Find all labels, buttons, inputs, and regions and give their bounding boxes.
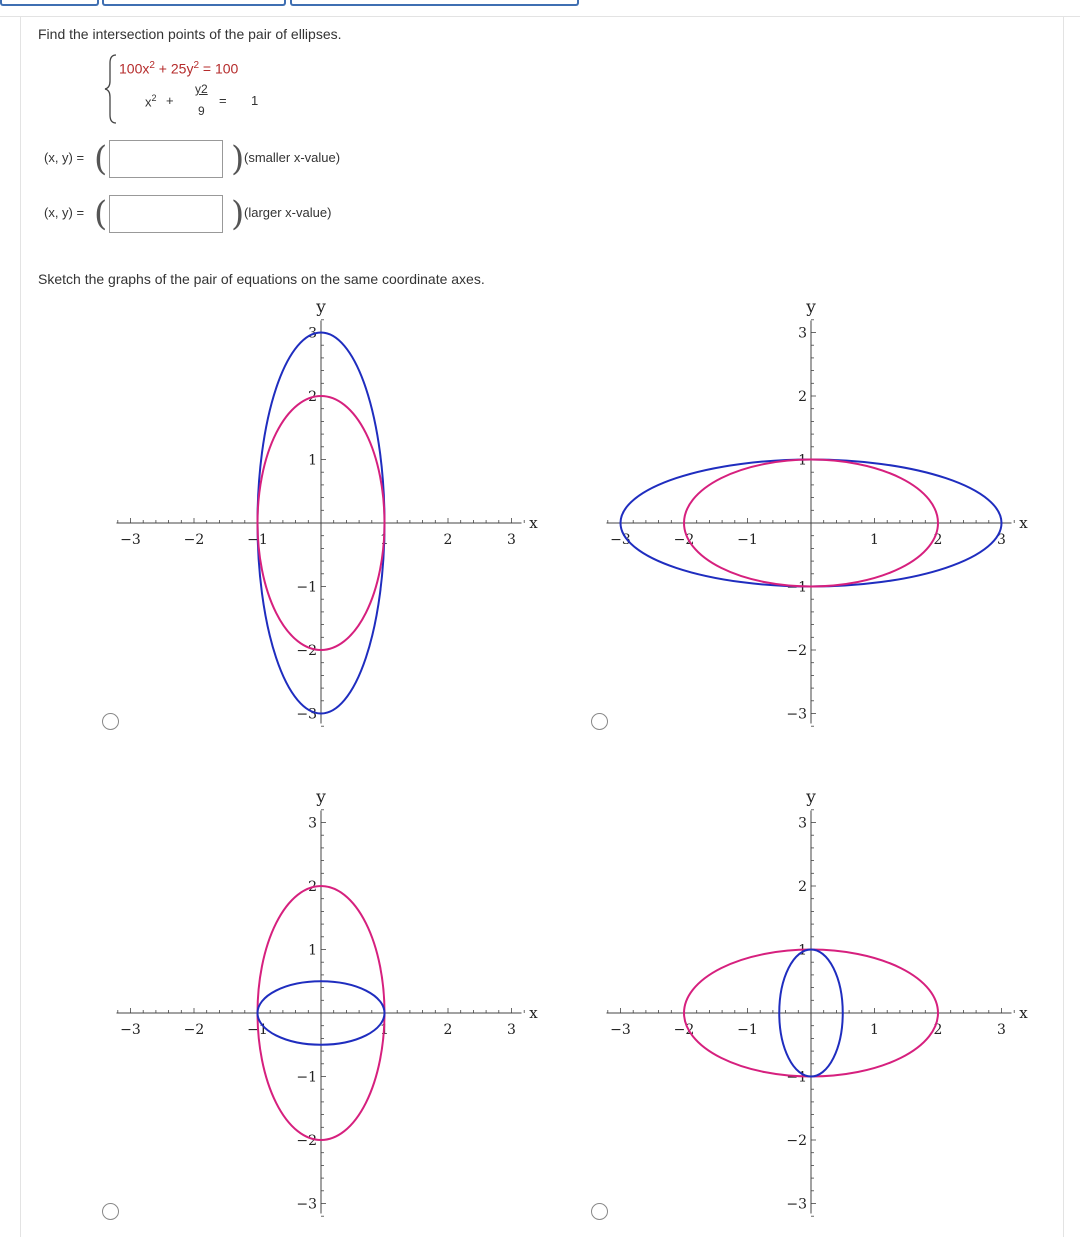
x-axis-label: x [1019,514,1028,532]
eq2-numerator: y2 [195,82,208,96]
open-paren: ( [94,139,108,179]
eq2-equals: = [219,93,227,108]
graph-option-1-radio[interactable] [102,713,119,730]
y-tick-label: −2 [296,643,317,659]
x-axis-label: x [529,1004,538,1022]
answer-label: (x, y) = [44,150,85,165]
x-tick-label: −2 [183,532,205,548]
x-tick-label: 2 [933,1022,943,1038]
top-tab-bar [0,0,1080,17]
y-tick-label: 1 [798,452,807,469]
y-axis-label: y [316,297,326,318]
y-tick-label: −1 [786,579,807,596]
graph-option-1 [110,295,560,735]
question-prompt: Find the intersection points of the pair of ellipses. [38,26,342,42]
y-tick-label: −3 [296,706,317,723]
y-tick-label: 1 [308,942,317,959]
x-axis-label: x [1019,1004,1028,1022]
y-axis-label: y [806,787,816,808]
x-tick-label: 1 [870,1022,879,1038]
open-paren: ( [94,194,108,234]
y-tick-label: 2 [798,879,807,895]
x-tick-label: 3 [997,1022,1006,1038]
answer-note: (smaller x-value) [244,150,341,165]
x-tick-label: −2 [183,1022,205,1038]
close-paren: ) [231,139,245,179]
tab-indicator [0,0,99,6]
y-tick-label: 3 [798,325,807,342]
y-axis-label: y [806,297,816,318]
y-tick-label: −2 [296,1133,317,1149]
x-tick-label: −3 [610,532,631,548]
answer-input-larger-x[interactable] [109,195,223,233]
x-tick-label: −3 [120,532,141,548]
graph-option-4-radio[interactable] [591,1203,608,1220]
y-tick-label: −3 [296,1196,317,1213]
x-tick-label: 2 [443,1022,453,1038]
graph-option-2-radio[interactable] [591,713,608,730]
x-tick-label: 3 [997,532,1006,548]
x-tick-label: −1 [737,1022,758,1038]
eq2-x: $x^2$ [145,93,157,110]
y-tick-label: −1 [296,579,317,596]
x-tick-label: −2 [673,1022,695,1038]
y-tick-label: −2 [786,643,807,659]
equation-1: $100x^2 + 25y^2 = 100$ [119,60,239,77]
close-paren: ) [231,194,245,234]
graph-option-2 [600,295,1050,735]
graph-option-3-radio[interactable] [102,1203,119,1220]
y-tick-label: 1 [308,452,317,469]
tab-indicator [290,0,579,6]
y-tick-label: −3 [786,706,807,723]
answer-input-smaller-x[interactable] [109,140,223,178]
y-tick-label: 1 [798,942,807,959]
x-tick-label: 1 [380,1022,389,1038]
eq2-plus: + [166,93,174,108]
y-tick-label: −1 [296,1069,317,1086]
y-tick-label: 2 [308,389,317,405]
y-tick-label: 3 [308,815,317,832]
sketch-prompt: Sketch the graphs of the pair of equations on the same coordinate axes. [38,271,485,287]
graph-option-3 [110,785,560,1225]
x-tick-label: −3 [120,1022,141,1038]
x-tick-label: 1 [870,532,879,548]
x-tick-label: −1 [247,532,268,548]
system-brace [104,53,120,125]
answer-note: (larger x-value) [244,205,332,220]
y-tick-label: 3 [798,815,807,832]
y-tick-label: 2 [308,879,317,895]
tab-indicator [102,0,286,6]
x-tick-label: 1 [380,532,389,548]
x-tick-label: −1 [737,532,758,548]
x-axis-label: x [529,514,538,532]
x-tick-label: −2 [673,532,695,548]
y-axis-label: y [316,787,326,808]
x-tick-label: −1 [247,1022,268,1038]
graph-option-4 [600,785,1050,1225]
y-tick-label: 2 [798,389,807,405]
answer-label: (x, y) = [44,205,85,220]
x-tick-label: 3 [507,532,516,548]
y-tick-label: −2 [786,1133,807,1149]
x-tick-label: 3 [507,1022,516,1038]
eq2-rhs: 1 [251,93,259,108]
x-tick-label: −3 [610,1022,631,1038]
y-tick-label: 3 [308,325,317,342]
eq2-denominator: 9 [198,104,205,118]
y-tick-label: −3 [786,1196,807,1213]
x-tick-label: 2 [933,532,943,548]
x-tick-label: 2 [443,532,453,548]
y-tick-label: −1 [786,1069,807,1086]
